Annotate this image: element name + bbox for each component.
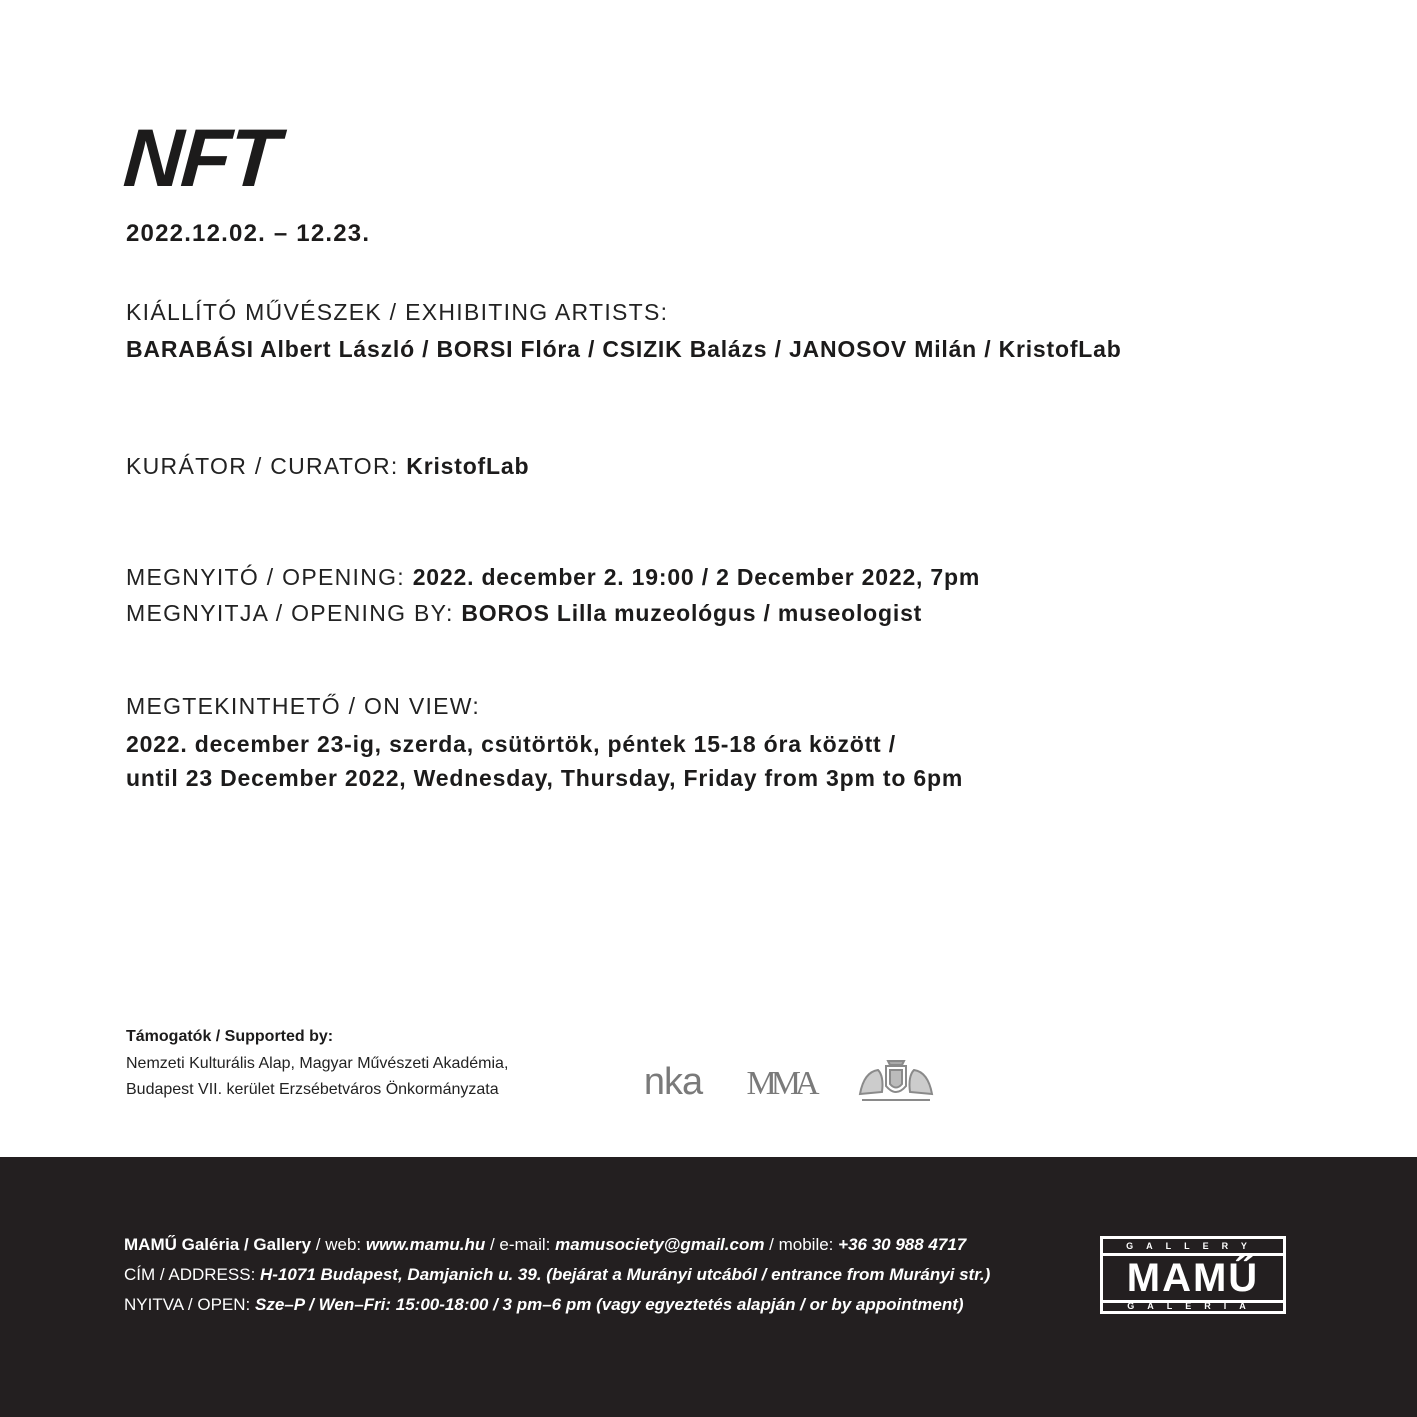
artists-names <box>126 335 1122 363</box>
footer-open-line <box>124 1295 964 1315</box>
artists-names-text: BARABÁSI Albert László / BORSI Flóra / CSIZIK Balázs / JANOSOV Milán / KristofLab <box>126 336 1122 362</box>
opening-by-line <box>126 599 922 627</box>
footer-mobile: +36 30 988 4717 <box>838 1235 967 1254</box>
footer-gallery-name: MAMŰ Galéria / Gallery <box>124 1235 312 1254</box>
supporters-line-1: Nemzeti Kulturális Alap, Magyar Művészeti Akadémia, <box>126 1055 509 1072</box>
opening-by-label: MEGNYITJA / OPENING BY: <box>126 600 462 626</box>
exhibition-dates: 2022.12.02. – 12.23. <box>126 220 371 247</box>
footer-web-link[interactable]: www.mamu.hu <box>365 1235 486 1254</box>
on-view-label <box>126 692 480 720</box>
mamu-gallery-logo <box>1100 1236 1286 1314</box>
footer-email-link[interactable]: mamusociety@gmail.com <box>555 1235 765 1254</box>
curator-label: KURÁTOR / CURATOR: <box>126 453 407 479</box>
footer-open-hours: Sze–P / Wen–Fri: 15:00-18:00 / 3 pm–6 pm (vagy egyeztetés alapján / or by appointment) <box>255 1295 964 1314</box>
curator-name: KristofLab <box>406 453 530 479</box>
footer-email-label: / e-mail: <box>485 1235 556 1254</box>
opening-line <box>126 563 980 591</box>
on-view-en: until 23 December 2022, Wednesday, Thursday, Friday from 3pm to 6pm <box>126 765 964 791</box>
erzsebetvaros-crest-icon <box>856 1058 936 1104</box>
on-view-line-2 <box>126 764 963 792</box>
footer-open-label: NYITVA / OPEN: <box>124 1295 255 1314</box>
opening-by-value: BOROS Lilla muzeológus / museologist <box>461 600 923 626</box>
mamu-logo-bottom: GALÉRIA <box>1127 1301 1259 1311</box>
footer-mobile-label: / mobile: <box>764 1235 839 1254</box>
curator-line <box>126 452 529 480</box>
artists-label <box>126 298 668 326</box>
opening-value: 2022. december 2. 19:00 / 2 December 2022, 7pm <box>412 564 981 590</box>
mamu-logo-top: GALLERY <box>1126 1241 1260 1251</box>
mma-logo: MMA <box>746 1065 814 1102</box>
footer-address-label: CÍM / ADDRESS: <box>124 1265 261 1284</box>
nka-logo: nka <box>643 1060 703 1103</box>
supporters-line-2: Budapest VII. kerület Erzsébetváros Önkormányzata <box>126 1081 499 1098</box>
on-view-line-1 <box>126 730 896 758</box>
exhibition-title: NFT <box>120 113 281 204</box>
footer-contact-line <box>124 1235 966 1255</box>
supporters-heading: Támogatók / Supported by: <box>126 1028 334 1045</box>
footer-address: H-1071 Budapest, Damjanich u. 39. (bejárat a Murányi utcából / entrance from Murányi str.) <box>260 1265 991 1284</box>
on-view-hu: 2022. december 23-ig, szerda, csütörtök, péntek 15-18 óra között / <box>126 731 896 757</box>
artists-label-text: KIÁLLÍTÓ MŰVÉSZEK / EXHIBITING ARTISTS: <box>126 299 669 325</box>
opening-label: MEGNYITÓ / OPENING: <box>126 564 413 590</box>
mamu-logo-main: MAMŰ <box>1103 1253 1283 1303</box>
footer-address-line <box>124 1265 990 1285</box>
on-view-label-text: MEGTEKINTHETŐ / ON VIEW: <box>126 693 481 719</box>
footer-web-label: / web: <box>311 1235 366 1254</box>
